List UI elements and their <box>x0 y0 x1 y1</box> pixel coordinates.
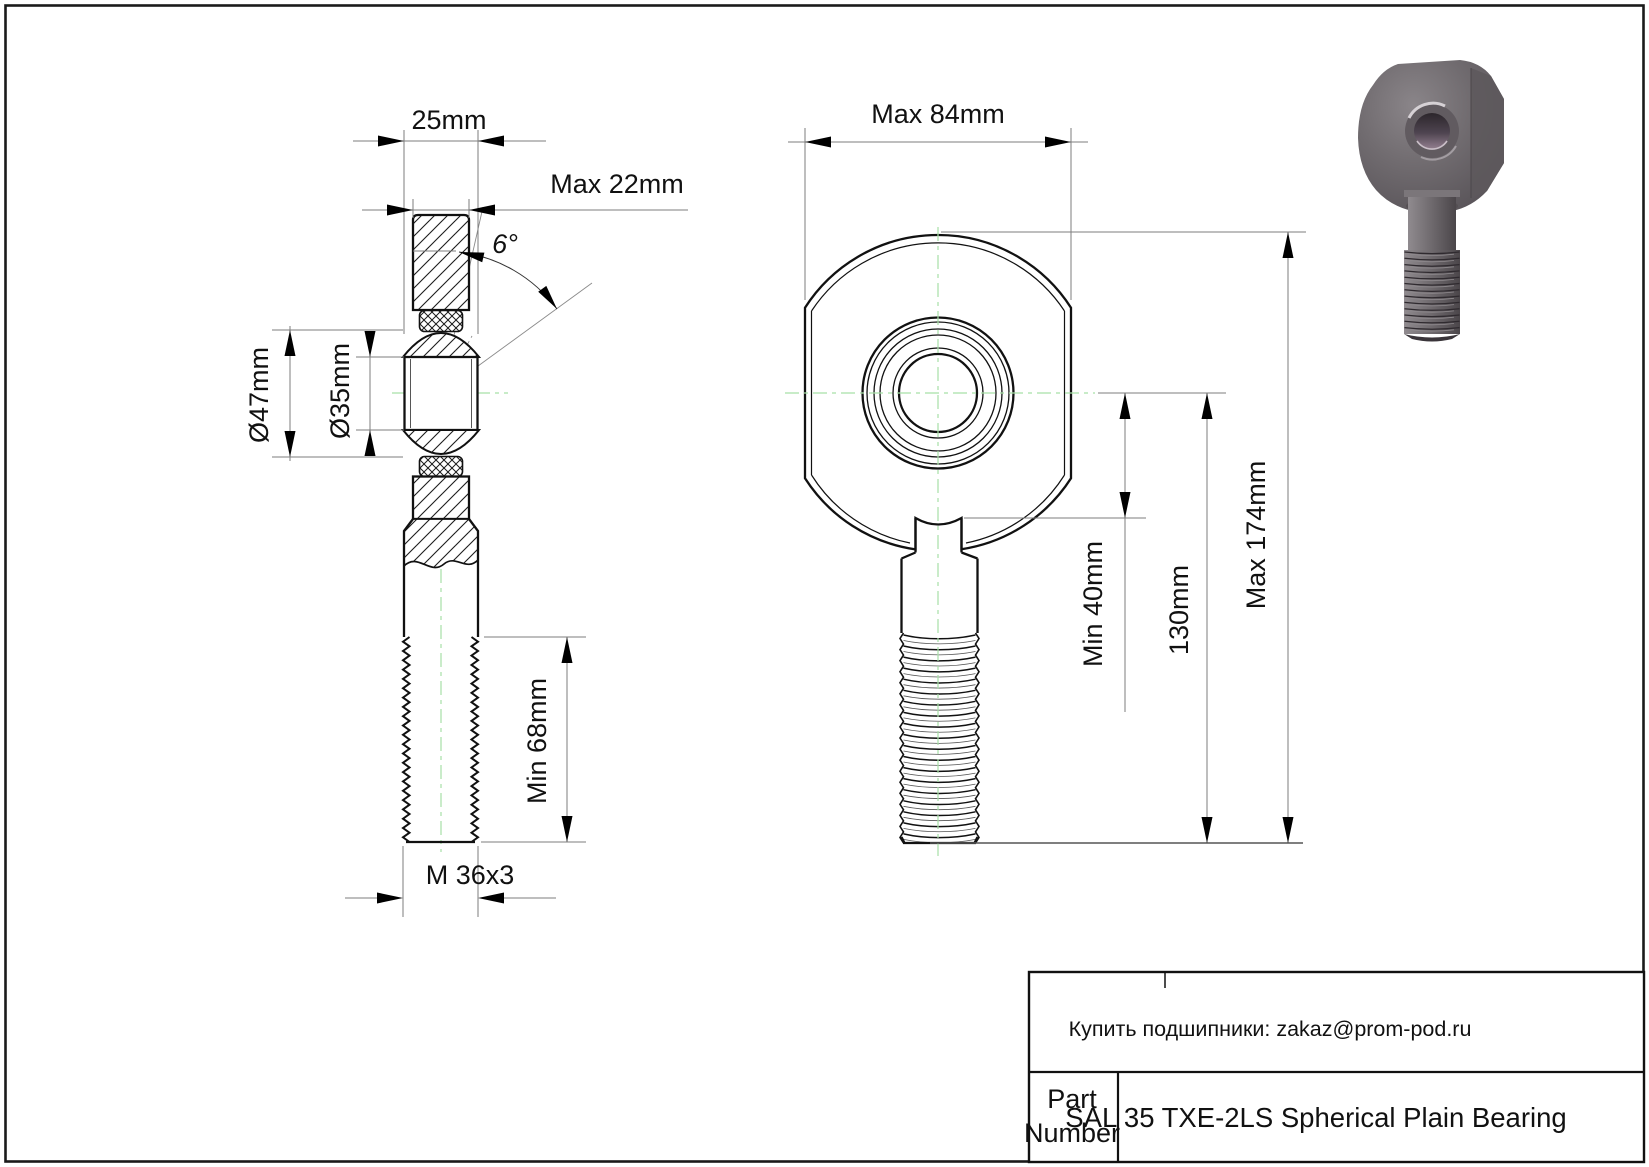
dim-label-overall-len: Max 174mm <box>1241 460 1271 610</box>
front-thread-right-edge <box>976 633 980 843</box>
render-3d <box>1358 60 1504 342</box>
ball-upper-cap <box>403 333 479 357</box>
dim-label-housing-width: Max 22mm <box>550 169 684 199</box>
front-thread-ridges <box>904 635 976 843</box>
part-number-label-line1: Part <box>1047 1084 1097 1114</box>
front-thread-left-edge <box>900 633 904 843</box>
dim-label-tilt-angle: 6° <box>492 229 518 259</box>
shank-section-break <box>404 519 478 567</box>
front-head-outline <box>805 235 1071 549</box>
contact-text: Купить подшипники: zakaz@prom-pod.ru <box>1068 1017 1472 1041</box>
dim-label-thread-min-len: Min 68mm <box>522 677 552 805</box>
upper-seal-section <box>420 311 463 332</box>
render-thread-tip <box>1404 334 1460 342</box>
ball-lower-cap <box>403 430 479 454</box>
dim-label-center-to-end: 130mm <box>1164 564 1194 656</box>
dim-label-outer-dia: Ø47mm <box>244 346 274 444</box>
dim-label-center-to-shoulder: Min 40mm <box>1078 540 1108 668</box>
part-number-label-line2: Number <box>1023 1118 1121 1148</box>
title-block-border <box>1029 972 1644 1162</box>
inner-ring-section <box>405 357 478 430</box>
dim-label-width: 25mm <box>411 105 487 135</box>
housing-head-section <box>413 215 469 310</box>
render-neck-collar <box>1404 190 1460 197</box>
front-view <box>785 99 1306 856</box>
side-thread-left-edge <box>403 637 410 842</box>
part-description: SAL 35 TXE-2LS Spherical Plain Bearing <box>1065 1102 1567 1133</box>
render-neck <box>1408 194 1456 250</box>
side-thread-right-edge <box>472 637 479 842</box>
dim-label-thread-spec: M 36x3 <box>425 860 515 890</box>
title-block <box>1024 972 1644 1162</box>
dim-label-bore-dia: Ø35mm <box>325 342 355 440</box>
side-view <box>244 105 688 917</box>
angle-arc-6deg <box>459 252 557 309</box>
housing-neck-section <box>413 477 469 520</box>
lower-seal-section <box>420 457 463 477</box>
dim-label-head-width: Max 84mm <box>871 99 1005 129</box>
render-head-facet <box>1471 68 1504 198</box>
